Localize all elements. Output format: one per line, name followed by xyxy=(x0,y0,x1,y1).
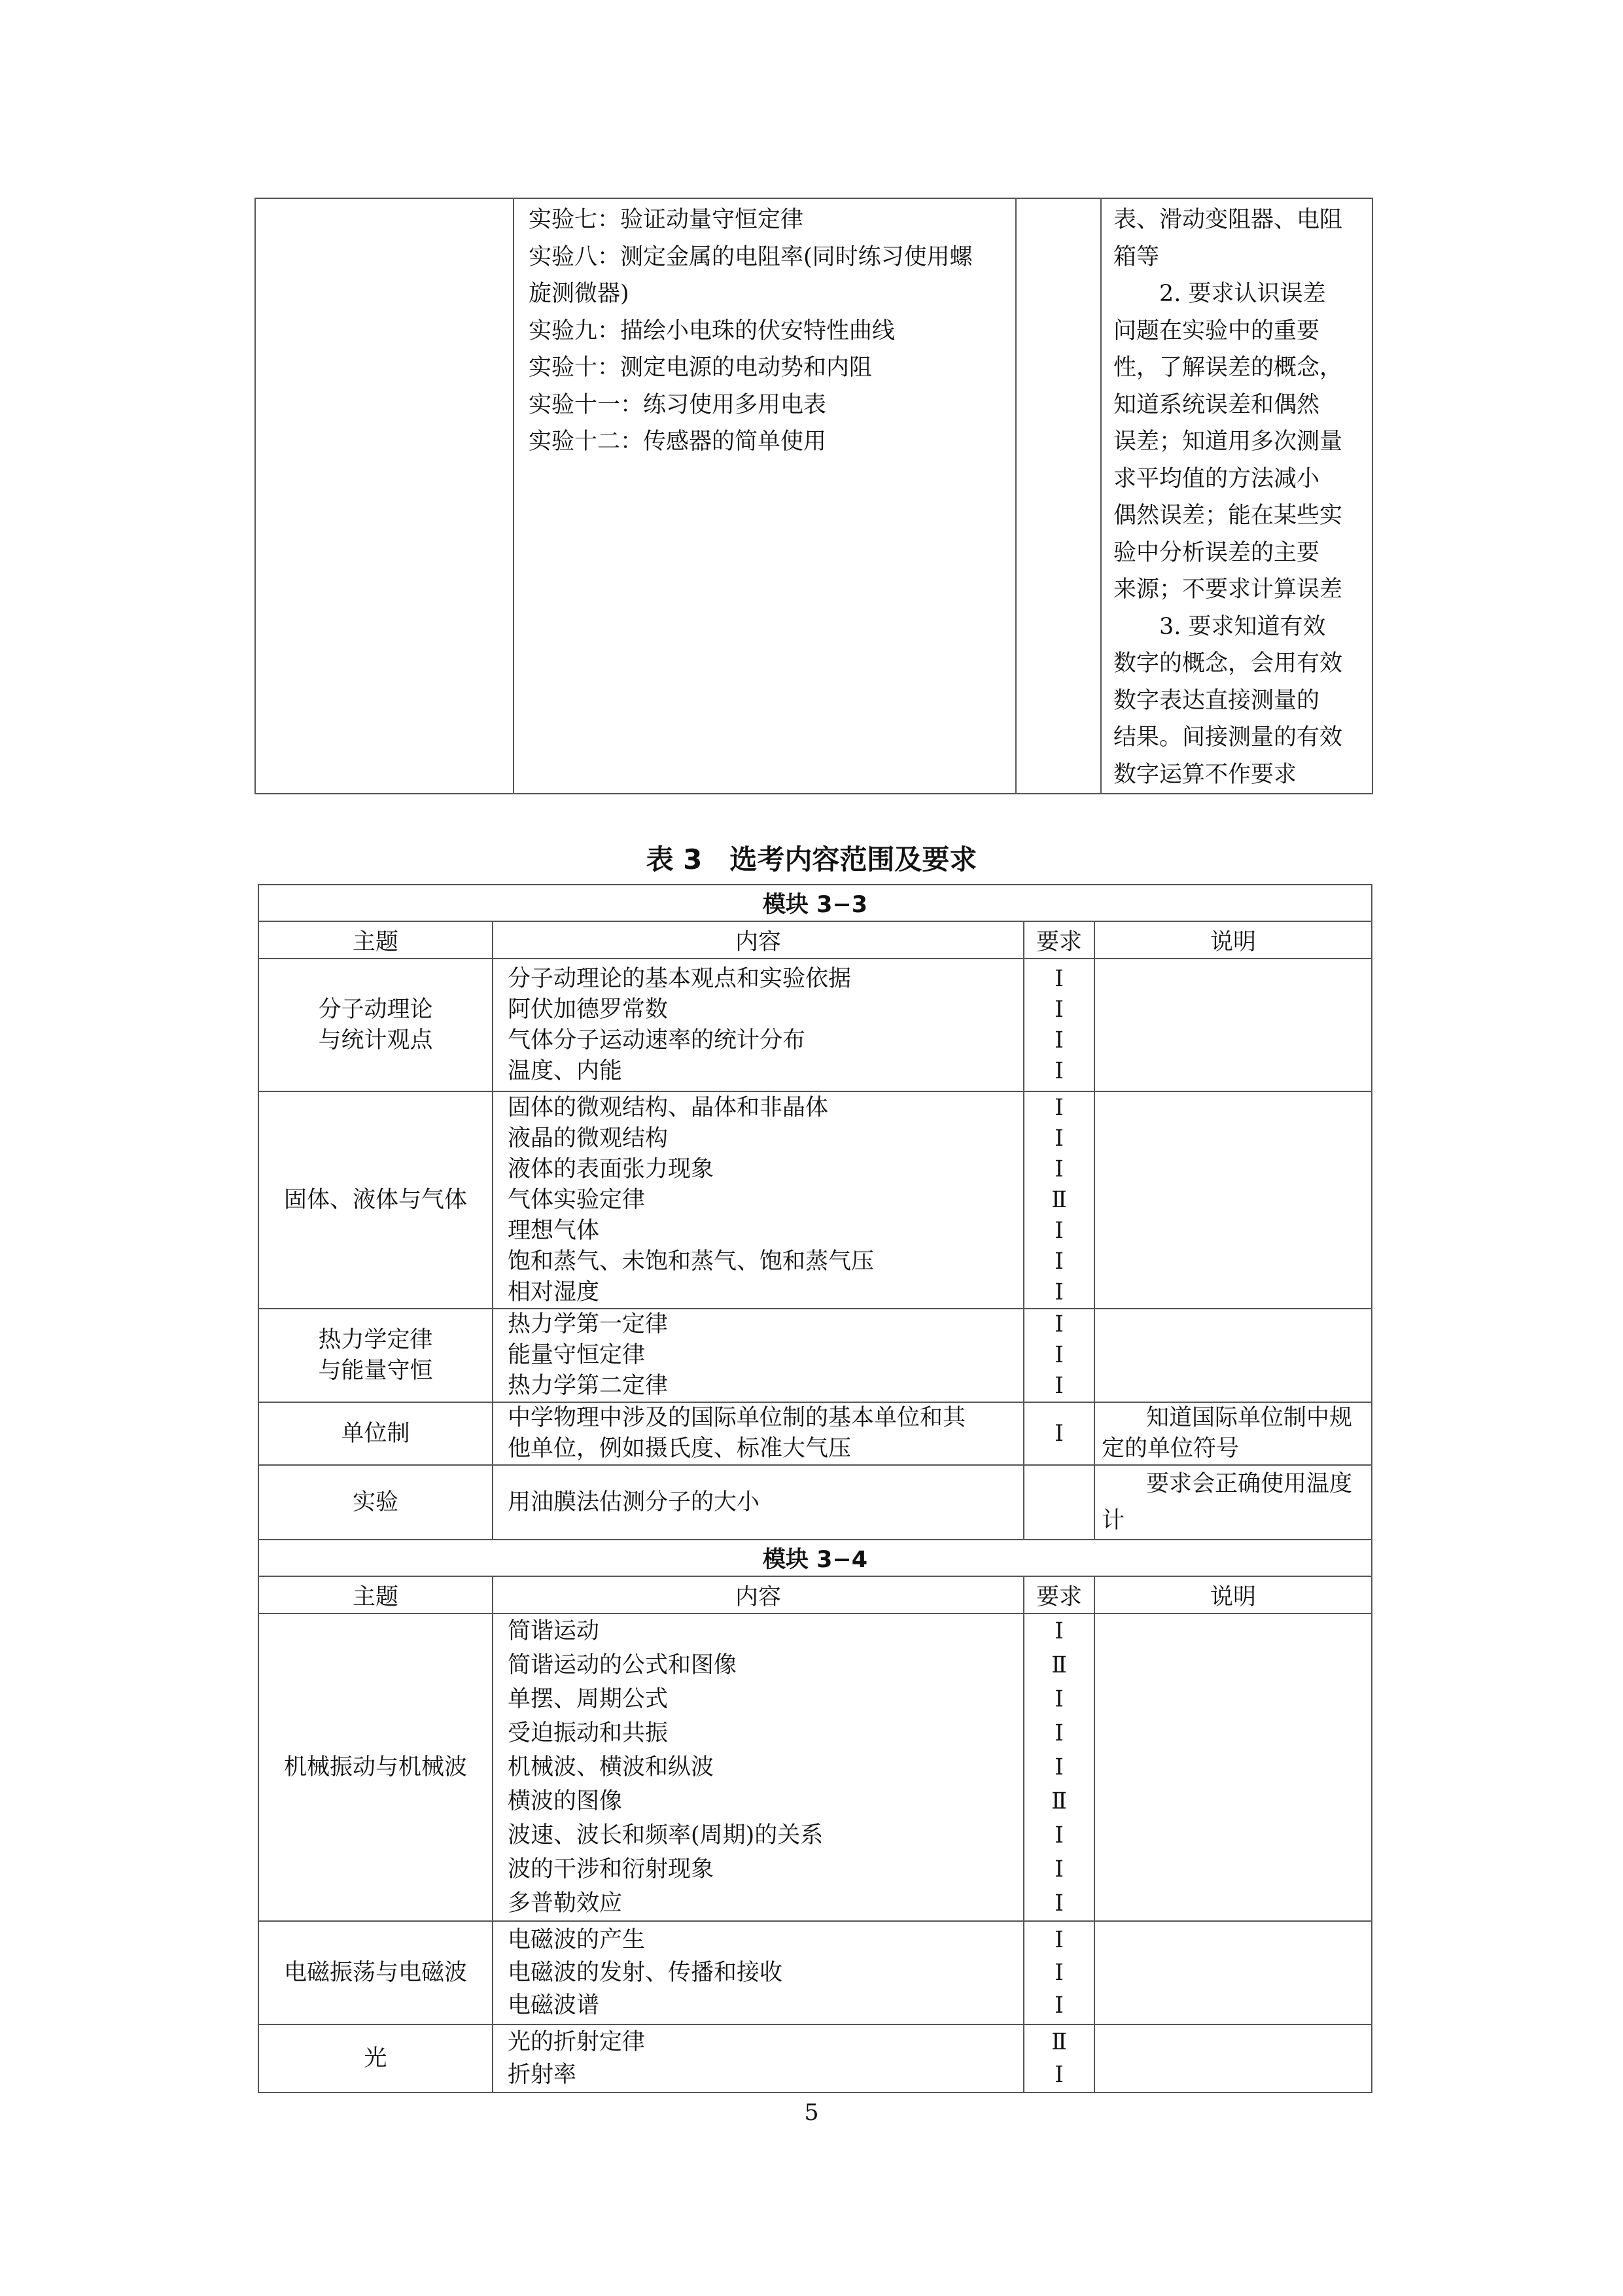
content-item: 波速、波长和频率(周期)的关系 xyxy=(508,1822,824,1848)
cont-req-cell xyxy=(1016,198,1101,794)
content-line: 中学物理中涉及的国际单位制的基本单位和其 xyxy=(508,1405,966,1431)
note-cell xyxy=(1094,1465,1372,1540)
requirement-cell xyxy=(1024,1921,1094,2024)
content-item: 光的折射定律 xyxy=(508,2029,646,2055)
requirement-cell xyxy=(1024,1402,1094,1465)
note-line: 定的单位符号 xyxy=(1102,1436,1240,1462)
content-item: 简谐运动 xyxy=(508,1618,600,1644)
note-cell xyxy=(1094,1614,1372,1921)
requirement-level: Ⅰ xyxy=(1055,1618,1064,1644)
topic-line: 机械振动与机械波 xyxy=(283,1754,467,1780)
content-item: 热力学第二定律 xyxy=(508,1373,669,1399)
topic-line: 电磁振荡与电磁波 xyxy=(283,1959,467,1986)
topic-line: 实验 xyxy=(352,1489,398,1515)
module-heading: 模块 3−4 xyxy=(258,1540,1372,1576)
requirement-level: Ⅰ xyxy=(1055,2062,1064,2088)
requirement-cell xyxy=(1024,959,1094,1091)
topic-line: 热力学定律 xyxy=(318,1326,433,1353)
topic-cell xyxy=(258,1091,493,1309)
note-line: 验中分析误差的主要 xyxy=(1113,539,1320,566)
content-item: 饱和蒸气、未饱和蒸气、饱和蒸气压 xyxy=(508,1248,875,1275)
requirement-level: Ⅰ xyxy=(1055,1373,1064,1399)
experiment-item: 实验八：测定金属的电阻率(同时练习使用螺 xyxy=(529,243,973,270)
content-cell xyxy=(493,2024,1024,2093)
requirement-level: Ⅰ xyxy=(1055,1156,1064,1182)
continuation-table xyxy=(254,198,1373,794)
table-title: 表 3 选考内容范围及要求 xyxy=(646,843,977,875)
note-line: 箱等 xyxy=(1113,243,1160,270)
content-cell xyxy=(493,1402,1024,1465)
requirement-level: Ⅰ xyxy=(1055,1720,1064,1746)
topic-line: 分子动理论 xyxy=(318,996,433,1023)
topic-cell xyxy=(258,959,493,1091)
requirement-cell xyxy=(1024,2024,1094,2093)
content-item: 气体实验定律 xyxy=(508,1186,646,1213)
note-line: 表、滑动变阻器、电阻 xyxy=(1113,207,1343,233)
page-number: 5 xyxy=(804,2100,819,2126)
content-item: 液体的表面张力现象 xyxy=(508,1156,714,1182)
requirement-level: Ⅰ xyxy=(1055,1279,1064,1305)
content-item: 单摆、周期公式 xyxy=(508,1686,669,1712)
requirement-level: Ⅰ xyxy=(1055,1686,1064,1712)
experiment-item: 实验七：验证动量守恒定律 xyxy=(529,207,804,233)
content-item: 液晶的微观结构 xyxy=(508,1125,669,1152)
header-topic: 主题 xyxy=(258,921,493,959)
content-item: 简谐运动的公式和图像 xyxy=(508,1652,737,1678)
header-requirement: 要求 xyxy=(1024,921,1094,959)
requirement-level: Ⅱ xyxy=(1051,1652,1067,1678)
elective-requirements-table xyxy=(258,884,1372,2093)
topic-cell xyxy=(258,1402,493,1465)
topic-cell xyxy=(258,1309,493,1402)
cont-note-cell xyxy=(1101,198,1372,794)
note-line: 2. 要求认识误差 xyxy=(1159,281,1326,307)
content-cell xyxy=(493,959,1024,1091)
content-item: 横波的图像 xyxy=(508,1788,623,1814)
requirement-level: Ⅰ xyxy=(1055,996,1064,1023)
experiment-item: 旋测微器) xyxy=(529,281,629,307)
experiment-item: 实验九：描绘小电珠的伏安特性曲线 xyxy=(529,317,896,344)
experiment-list xyxy=(514,199,1015,461)
note-cell xyxy=(1094,2024,1372,2093)
requirement-level: Ⅰ xyxy=(1055,1125,1064,1152)
requirement-cell xyxy=(1024,1091,1094,1309)
content-item: 分子动理论的基本观点和实验依据 xyxy=(508,965,852,992)
requirement-cell xyxy=(1024,1309,1094,1402)
note-line: 计 xyxy=(1102,1508,1125,1534)
note-line: 数字表达直接测量的 xyxy=(1113,687,1320,714)
note-line: 数字运算不作要求 xyxy=(1113,761,1297,788)
header-content: 内容 xyxy=(493,921,1024,959)
note-line: 误差；知道用多次测量 xyxy=(1113,429,1343,455)
header-note: 说明 xyxy=(1094,1576,1372,1614)
experiment-item: 实验十一：练习使用多用电表 xyxy=(529,391,827,418)
note-cell xyxy=(1094,1921,1372,2024)
content-item: 多普勒效应 xyxy=(508,1890,623,1916)
requirement-level: Ⅰ xyxy=(1055,965,1064,992)
requirement-level: Ⅰ xyxy=(1055,1754,1064,1780)
topic-cell xyxy=(258,1614,493,1921)
topic-line: 光 xyxy=(364,2045,387,2072)
note-line: 来源；不要求计算误差 xyxy=(1113,576,1343,603)
requirement-level: Ⅱ xyxy=(1051,1186,1067,1213)
requirement-level: Ⅰ xyxy=(1055,1094,1064,1121)
content-item: 电磁波的产生 xyxy=(508,1927,646,1953)
content-line: 他单位，例如摄氏度、标准大气压 xyxy=(508,1436,852,1462)
note-cell xyxy=(1094,1402,1372,1465)
requirement-level: Ⅰ xyxy=(1055,1342,1064,1368)
content-item: 气体分子运动速率的统计分布 xyxy=(508,1027,806,1053)
content-cell xyxy=(493,1921,1024,2024)
note-line: 性，了解误差的概念， xyxy=(1113,355,1343,381)
content-cell xyxy=(493,1091,1024,1309)
cont-experiments-cell xyxy=(514,198,1016,794)
requirement-level: Ⅰ xyxy=(1055,1248,1064,1275)
note-line: 问题在实验中的重要 xyxy=(1113,317,1320,344)
content-line: 用油膜法估测分子的大小 xyxy=(508,1489,760,1515)
requirement-level: Ⅰ xyxy=(1055,1992,1064,2019)
topic-line: 与能量守恒 xyxy=(318,1357,433,1384)
content-item: 固体的微观结构、晶体和非晶体 xyxy=(508,1094,829,1121)
requirement-level: Ⅰ xyxy=(1055,1027,1064,1053)
topic-line: 单位制 xyxy=(341,1420,410,1447)
requirement-level: Ⅰ xyxy=(1055,1311,1064,1337)
cont-topic-cell xyxy=(255,198,514,794)
content-item: 相对湿度 xyxy=(508,1279,600,1305)
topic-line: 与统计观点 xyxy=(318,1027,433,1053)
requirement-level: Ⅰ xyxy=(1055,1217,1064,1244)
requirement-level: Ⅱ xyxy=(1051,2029,1067,2055)
content-item: 折射率 xyxy=(508,2062,577,2088)
content-item: 热力学第一定律 xyxy=(508,1311,669,1337)
topic-cell xyxy=(258,2024,493,2093)
content-cell xyxy=(493,1309,1024,1402)
content-item: 受迫振动和共振 xyxy=(508,1720,669,1746)
requirement-level: Ⅰ xyxy=(1055,1822,1064,1848)
note-line: 偶然误差；能在某些实 xyxy=(1113,503,1343,529)
content-item: 电磁波的发射、传播和接收 xyxy=(508,1960,783,1986)
content-item: 阿伏加德罗常数 xyxy=(508,996,669,1023)
experiment-item: 实验十：测定电源的电动势和内阻 xyxy=(529,355,873,381)
requirement-level: Ⅱ xyxy=(1051,1788,1067,1814)
note-line: 知道系统误差和偶然 xyxy=(1113,391,1320,418)
topic-cell xyxy=(258,1921,493,2024)
content-cell xyxy=(493,1614,1024,1921)
requirement-cell xyxy=(1024,1614,1094,1921)
note-line: 求平均值的方法减小 xyxy=(1113,465,1320,492)
header-note: 说明 xyxy=(1094,921,1372,959)
requirement-level: Ⅰ xyxy=(1055,1960,1064,1986)
content-item: 理想气体 xyxy=(508,1217,600,1244)
content-item: 电磁波谱 xyxy=(508,1992,600,2019)
note-line: 要求会正确使用温度 xyxy=(1146,1471,1353,1497)
requirement-level: Ⅰ xyxy=(1055,1856,1064,1882)
module-heading: 模块 3−3 xyxy=(258,885,1372,921)
header-requirement: 要求 xyxy=(1024,1576,1094,1614)
requirement-level: Ⅰ xyxy=(1055,1057,1064,1084)
topic-line: 固体、液体与气体 xyxy=(283,1186,467,1213)
requirement-level: Ⅰ xyxy=(1055,1890,1064,1916)
header-topic: 主题 xyxy=(258,1576,493,1614)
header-content: 内容 xyxy=(493,1576,1024,1614)
note-line: 3. 要求知道有效 xyxy=(1159,613,1326,640)
note-cell xyxy=(1094,1309,1372,1402)
content-item: 波的干涉和衍射现象 xyxy=(508,1856,714,1882)
note-cell xyxy=(1094,959,1372,1091)
requirement-level: Ⅰ xyxy=(1055,1421,1064,1447)
experiment-item: 实验十二：传感器的简单使用 xyxy=(529,429,827,455)
note-line: 知道国际单位制中规 xyxy=(1146,1405,1353,1431)
requirement-cell xyxy=(1024,1465,1094,1540)
note-text xyxy=(1102,199,1372,793)
note-line: 数字的概念，会用有效 xyxy=(1113,650,1343,677)
note-line: 结果。间接测量的有效 xyxy=(1113,724,1343,751)
content-cell xyxy=(493,1465,1024,1540)
requirement-level: Ⅰ xyxy=(1055,1927,1064,1953)
note-cell xyxy=(1094,1091,1372,1309)
topic-cell xyxy=(258,1465,493,1540)
content-item: 温度、内能 xyxy=(508,1057,623,1084)
content-item: 能量守恒定律 xyxy=(508,1342,646,1368)
content-item: 机械波、横波和纵波 xyxy=(508,1754,714,1780)
